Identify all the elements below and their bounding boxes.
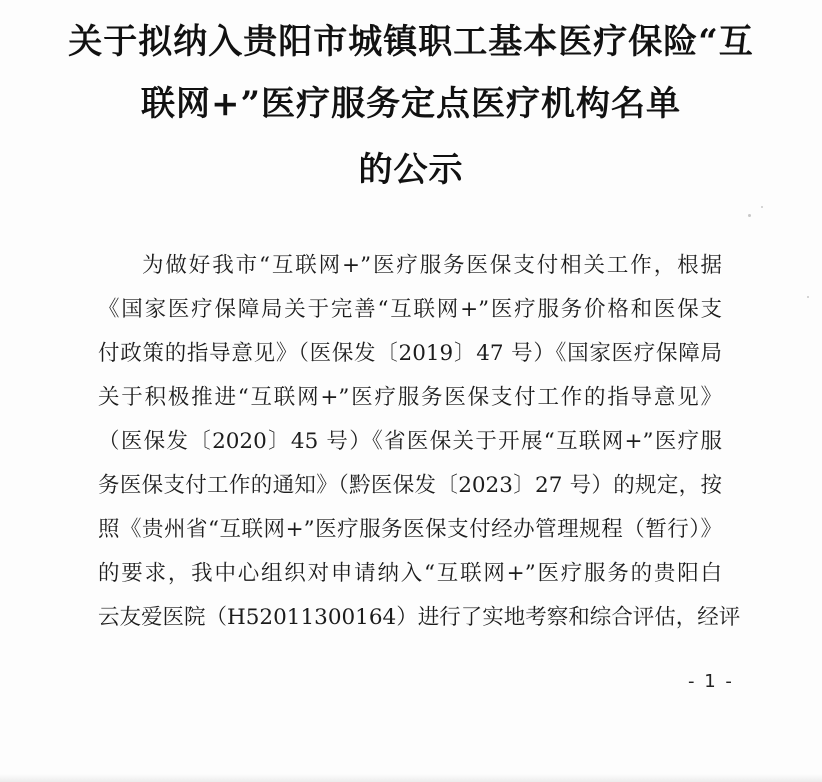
body-line-5: （医保发〔2020〕45 号）《省医保关于开展“互联网+”医疗服 (98, 429, 722, 454)
body-line-6: 务医保支付工作的通知》（黔医保发〔2023〕27 号）的规定，按 (98, 473, 722, 498)
body-line-7: 照《贵州省“互联网+”医疗服务医保支付经办管理规程（暂行）》 (98, 517, 722, 542)
body-line-4: 关于积极推进“互联网+”医疗服务医保支付工作的指导意见》 (98, 385, 722, 410)
scan-speck (807, 296, 809, 298)
scan-speck (761, 206, 763, 208)
document-title-line-3: 的公示 (358, 150, 464, 190)
body-line-3: 付政策的指导意见》（医保发〔2019〕47 号）《国家医疗保障局 (98, 341, 722, 366)
body-line-1: 为做好我市“互联网+”医疗服务医保支付相关工作，根据 (142, 253, 722, 278)
page-number: - 1 - (688, 671, 734, 692)
scan-speck (748, 214, 751, 217)
body-line-8: 的要求，我中心组织对申请纳入“互联网+”医疗服务的贵阳白 (98, 561, 722, 586)
scan-bottom-edge (0, 774, 822, 782)
document-title-line-1: 关于拟纳入贵阳市城镇职工基本医疗保险“互 (68, 22, 754, 62)
body-line-2: 《国家医疗保障局关于完善“互联网+”医疗服务价格和医保支 (98, 297, 722, 322)
body-line-9: 云友爱医院（H52011300164）进行了实地考察和综合评估，经评 (98, 605, 741, 630)
document-title-line-2: 联网+”医疗服务定点医疗机构名单 (140, 84, 682, 124)
